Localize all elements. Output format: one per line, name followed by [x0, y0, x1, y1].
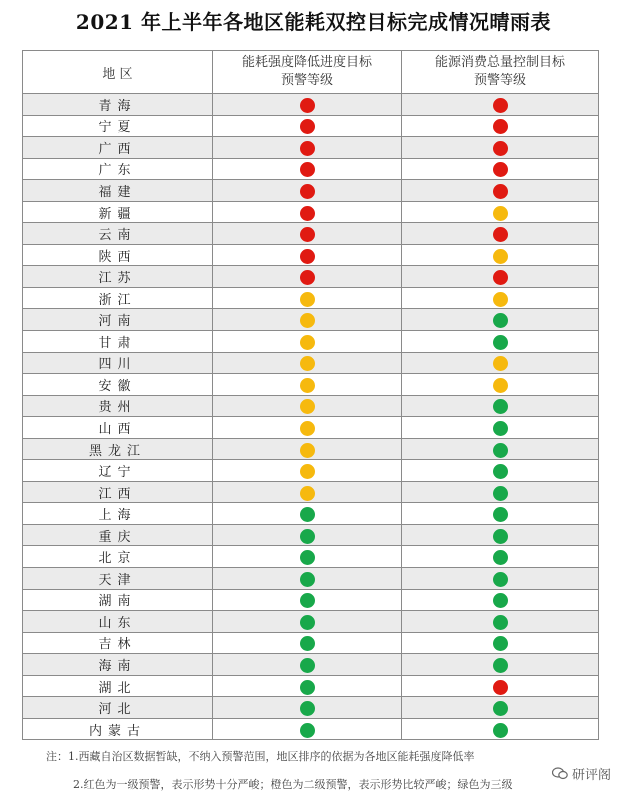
intensity-warning-cell — [213, 266, 402, 288]
red-warning-dot-icon — [493, 98, 508, 113]
footnote-line-1: 注：1.西藏自治区数据暂缺，不纳入预警范围，地区排序的依据为各地区能耗强度降低率 — [46, 750, 475, 763]
orange-warning-dot-icon — [300, 356, 315, 371]
intensity-warning-cell — [213, 654, 402, 676]
total-warning-cell — [402, 481, 599, 503]
region-cell: 海南 — [23, 654, 213, 676]
green-warning-dot-icon — [493, 399, 508, 414]
table-row — [23, 223, 599, 245]
region-cell: 湖南 — [23, 589, 213, 611]
total-warning-cell — [402, 244, 599, 266]
header-total-line1: 能源消费总量控制目标 — [434, 55, 565, 70]
region-cell: 新疆 — [23, 201, 213, 223]
region-cell: 山西 — [23, 417, 213, 439]
green-warning-dot-icon — [300, 593, 315, 608]
green-warning-dot-icon — [300, 680, 315, 695]
total-warning-cell — [402, 266, 599, 288]
orange-warning-dot-icon — [300, 292, 315, 307]
intensity-warning-cell — [213, 417, 402, 439]
intensity-warning-cell — [213, 697, 402, 719]
intensity-warning-cell — [213, 395, 402, 417]
intensity-warning-cell — [213, 675, 402, 697]
green-warning-dot-icon — [493, 443, 508, 458]
red-warning-dot-icon — [300, 119, 315, 134]
region-cell: 广西 — [23, 137, 213, 159]
red-warning-dot-icon — [493, 162, 508, 177]
orange-warning-dot-icon — [300, 421, 315, 436]
orange-warning-dot-icon — [493, 206, 508, 221]
region-cell: 辽宁 — [23, 460, 213, 482]
intensity-warning-cell — [213, 632, 402, 654]
green-warning-dot-icon — [300, 701, 315, 716]
table-body — [23, 94, 599, 740]
table-row — [23, 718, 599, 740]
region-cell: 江苏 — [23, 266, 213, 288]
green-warning-dot-icon — [493, 335, 508, 350]
total-warning-cell — [402, 94, 599, 116]
total-warning-cell — [402, 158, 599, 180]
intensity-warning-cell — [213, 611, 402, 633]
table-row — [23, 481, 599, 503]
red-warning-dot-icon — [300, 206, 315, 221]
total-warning-cell — [402, 589, 599, 611]
intensity-warning-cell — [213, 374, 402, 396]
table-row — [23, 524, 599, 546]
region-cell: 黑龙江 — [23, 438, 213, 460]
region-cell: 浙江 — [23, 287, 213, 309]
red-warning-dot-icon — [493, 119, 508, 134]
total-warning-cell — [402, 611, 599, 633]
orange-warning-dot-icon — [300, 486, 315, 501]
region-cell: 河南 — [23, 309, 213, 331]
intensity-warning-cell — [213, 137, 402, 159]
table-row — [23, 158, 599, 180]
orange-warning-dot-icon — [493, 378, 508, 393]
total-warning-cell — [402, 287, 599, 309]
table-row — [23, 675, 599, 697]
table-row — [23, 697, 599, 719]
region-cell: 安徽 — [23, 374, 213, 396]
table-row — [23, 201, 599, 223]
red-warning-dot-icon — [493, 141, 508, 156]
region-cell: 重庆 — [23, 524, 213, 546]
total-warning-cell — [402, 374, 599, 396]
green-warning-dot-icon — [493, 550, 508, 565]
intensity-warning-cell — [213, 524, 402, 546]
intensity-warning-cell — [213, 568, 402, 590]
total-warning-cell — [402, 675, 599, 697]
watermark-text: 研评阁 — [571, 768, 611, 783]
green-warning-dot-icon — [300, 550, 315, 565]
total-warning-cell — [402, 503, 599, 525]
orange-warning-dot-icon — [300, 335, 315, 350]
region-cell: 甘肃 — [23, 331, 213, 353]
region-cell: 四川 — [23, 352, 213, 374]
intensity-warning-cell — [213, 546, 402, 568]
orange-warning-dot-icon — [493, 292, 508, 307]
header-intensity — [213, 51, 402, 94]
green-warning-dot-icon — [300, 636, 315, 651]
region-cell: 上海 — [23, 503, 213, 525]
total-warning-cell — [402, 223, 599, 245]
green-warning-dot-icon — [493, 593, 508, 608]
red-warning-dot-icon — [300, 249, 315, 264]
region-cell: 青海 — [23, 94, 213, 116]
table-header-row — [23, 51, 599, 94]
green-warning-dot-icon — [300, 615, 315, 630]
region-cell: 内蒙古 — [23, 718, 213, 740]
total-warning-cell — [402, 654, 599, 676]
table-row — [23, 654, 599, 676]
orange-warning-dot-icon — [300, 443, 315, 458]
table-row — [23, 266, 599, 288]
green-warning-dot-icon — [493, 615, 508, 630]
green-warning-dot-icon — [300, 529, 315, 544]
intensity-warning-cell — [213, 115, 402, 137]
footnote-line-2: 2.红色为一级预警，表示形势十分严峻；橙色为二级预警，表示形势比较严峻；绿色为三级 — [73, 778, 513, 791]
intensity-warning-cell — [213, 331, 402, 353]
region-cell: 吉林 — [23, 632, 213, 654]
intensity-warning-cell — [213, 180, 402, 202]
region-cell: 山东 — [23, 611, 213, 633]
intensity-warning-cell — [213, 287, 402, 309]
table-row — [23, 115, 599, 137]
green-warning-dot-icon — [493, 464, 508, 479]
watermark — [550, 764, 613, 783]
total-warning-cell — [402, 115, 599, 137]
header-region: 地 区 — [23, 51, 213, 94]
green-warning-dot-icon — [493, 507, 508, 522]
total-warning-cell — [402, 395, 599, 417]
red-warning-dot-icon — [493, 227, 508, 242]
red-warning-dot-icon — [493, 184, 508, 199]
total-warning-cell — [402, 417, 599, 439]
table-row — [23, 503, 599, 525]
table-row — [23, 632, 599, 654]
total-warning-cell — [402, 309, 599, 331]
intensity-warning-cell — [213, 244, 402, 266]
table-row — [23, 417, 599, 439]
table-row — [23, 244, 599, 266]
table-row — [23, 395, 599, 417]
intensity-warning-cell — [213, 94, 402, 116]
intensity-warning-cell — [213, 438, 402, 460]
intensity-warning-cell — [213, 481, 402, 503]
red-warning-dot-icon — [300, 98, 315, 113]
total-warning-cell — [402, 718, 599, 740]
header-intensity-line1: 能耗强度降低进度目标 — [241, 55, 372, 70]
red-warning-dot-icon — [300, 270, 315, 285]
orange-warning-dot-icon — [300, 378, 315, 393]
table-row — [23, 180, 599, 202]
intensity-warning-cell — [213, 223, 402, 245]
green-warning-dot-icon — [493, 313, 508, 328]
region-cell: 天津 — [23, 568, 213, 590]
region-cell: 贵州 — [23, 395, 213, 417]
table-row — [23, 287, 599, 309]
green-warning-dot-icon — [300, 572, 315, 587]
table-row — [23, 309, 599, 331]
total-warning-cell — [402, 331, 599, 353]
header-intensity-line2: 预警等级 — [280, 73, 333, 88]
red-warning-dot-icon — [300, 227, 315, 242]
header-total — [402, 51, 599, 94]
intensity-warning-cell — [213, 589, 402, 611]
intensity-warning-cell — [213, 503, 402, 525]
region-cell: 云南 — [23, 223, 213, 245]
green-warning-dot-icon — [493, 529, 508, 544]
table-row — [23, 374, 599, 396]
region-cell: 江西 — [23, 481, 213, 503]
total-warning-cell — [402, 697, 599, 719]
green-warning-dot-icon — [300, 723, 315, 738]
region-cell: 北京 — [23, 546, 213, 568]
intensity-warning-cell — [213, 460, 402, 482]
page-title: 2021 年上半年各地区能耗双控目标完成情况晴雨表 — [75, 10, 552, 34]
total-warning-cell — [402, 137, 599, 159]
green-warning-dot-icon — [493, 636, 508, 651]
region-cell: 广东 — [23, 158, 213, 180]
total-warning-cell — [402, 352, 599, 374]
table-row — [23, 460, 599, 482]
warning-table — [22, 50, 599, 740]
red-warning-dot-icon — [493, 270, 508, 285]
table-row — [23, 546, 599, 568]
wechat-icon — [552, 767, 568, 780]
orange-warning-dot-icon — [493, 356, 508, 371]
orange-warning-dot-icon — [493, 249, 508, 264]
green-warning-dot-icon — [493, 572, 508, 587]
table-row — [23, 94, 599, 116]
green-warning-dot-icon — [300, 507, 315, 522]
intensity-warning-cell — [213, 718, 402, 740]
total-warning-cell — [402, 568, 599, 590]
red-warning-dot-icon — [300, 162, 315, 177]
red-warning-dot-icon — [300, 184, 315, 199]
total-warning-cell — [402, 546, 599, 568]
orange-warning-dot-icon — [300, 399, 315, 414]
green-warning-dot-icon — [493, 421, 508, 436]
table-row — [23, 331, 599, 353]
intensity-warning-cell — [213, 352, 402, 374]
total-warning-cell — [402, 180, 599, 202]
green-warning-dot-icon — [493, 701, 508, 716]
table-row — [23, 438, 599, 460]
total-warning-cell — [402, 438, 599, 460]
region-cell: 河北 — [23, 697, 213, 719]
table-row — [23, 611, 599, 633]
total-warning-cell — [402, 460, 599, 482]
red-warning-dot-icon — [493, 680, 508, 695]
table-row — [23, 589, 599, 611]
table-row — [23, 568, 599, 590]
orange-warning-dot-icon — [300, 464, 315, 479]
orange-warning-dot-icon — [300, 313, 315, 328]
intensity-warning-cell — [213, 201, 402, 223]
table-row — [23, 137, 599, 159]
region-cell: 宁夏 — [23, 115, 213, 137]
green-warning-dot-icon — [493, 658, 508, 673]
total-warning-cell — [402, 632, 599, 654]
green-warning-dot-icon — [300, 658, 315, 673]
total-warning-cell — [402, 201, 599, 223]
red-warning-dot-icon — [300, 141, 315, 156]
intensity-warning-cell — [213, 158, 402, 180]
table-row — [23, 352, 599, 374]
region-cell: 福建 — [23, 180, 213, 202]
region-cell: 陕西 — [23, 244, 213, 266]
green-warning-dot-icon — [493, 486, 508, 501]
total-warning-cell — [402, 524, 599, 546]
region-cell: 湖北 — [23, 675, 213, 697]
green-warning-dot-icon — [493, 723, 508, 738]
intensity-warning-cell — [213, 309, 402, 331]
header-total-line2: 预警等级 — [473, 73, 526, 88]
